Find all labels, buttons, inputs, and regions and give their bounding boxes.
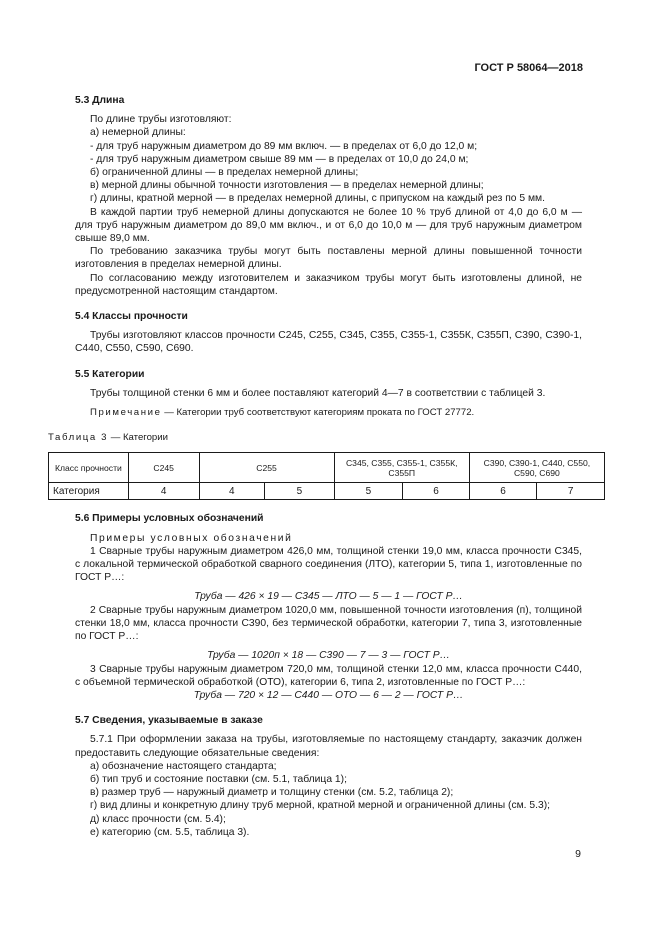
length-item-a: а) немерной длины: [90, 127, 186, 139]
order-item-d: д) класс прочности (см. 5.4); [90, 813, 226, 825]
section-5-4-title: 5.4 Классы прочности [75, 311, 188, 323]
page-number: 9 [575, 848, 581, 860]
categories-note [75, 406, 582, 419]
length-paragraph-3: По согласованию между изготовителем и заказчиком трубы могут быть изготовлены длиной, не предусмотренной настоящим стандартом. [75, 272, 582, 297]
table-row [49, 483, 605, 500]
table-cell: 6 [469, 483, 537, 500]
length-item-v: в) мерной длины обычной точности изготовления — в пределах немерной длины; [90, 180, 484, 192]
length-item-g: г) длины, кратной мерной — в пределах немерной длины, с припуском на каждый рез по 5 мм. [90, 193, 545, 205]
table-row-label: Категория [49, 483, 129, 500]
section-5-7-title: 5.7 Сведения, указываемые в заказе [75, 715, 263, 727]
section-5-6-title: 5.6 Примеры условных обозначений [75, 513, 264, 525]
document-body [48, 94, 591, 839]
table-header-cell: С345, С355, С355-1, С355К, С355П [334, 453, 469, 483]
example-2-text: 2 Сварные трубы наружным диаметром 1020,0 мм, повышенной точности изготовления (п), толщиной стенки 18,0 мм, класса прочности С390, без термической обработки, категории 7, типа 3, изготовленные по ГОСТ Р…: [75, 604, 582, 643]
order-paragraph: 5.7.1 При оформлении заказа на трубы, изготовляемые по настоящему стандарту, заказчик должен предоставить следующие обязательные сведения: [75, 734, 582, 759]
strength-classes-paragraph: Трубы изготовляют классов прочности С245, С255, С345, С355, С355-1, С355К, С355П, С390, С390-1, С440, С550, С590, С690. [75, 330, 582, 355]
standard-header: ГОСТ Р 58064—2018 [474, 62, 583, 74]
table-header-cell: Класс прочности [49, 453, 129, 483]
table-cell: 5 [334, 483, 403, 500]
table-3-title: — Категории [108, 432, 168, 444]
example-1-text: 1 Сварные трубы наружным диаметром 426,0 мм, толщиной стенки 19,0 мм, класса прочности С345, с локальной термической обработкой сварного соединения (ЛТО), категории 5, типа 1, изготовленные по ГОСТ Р…: [75, 545, 582, 584]
note-text: — Категории труб соответствуют категориям проката по ГОСТ 27772. [161, 407, 475, 419]
table-header-cell: С245 [128, 453, 199, 483]
table-header-cell: С255 [199, 453, 334, 483]
order-item-e: е) категорию (см. 5.5, таблица 3). [90, 826, 250, 838]
note-label: Примечание [90, 407, 162, 419]
categories-table [48, 452, 605, 500]
table-header-row [49, 453, 605, 483]
order-item-g: г) вид длины и конкретную длину труб мерной, кратной мерной и ограниченной длины (см. 5.3); [90, 800, 551, 812]
section-5-5-title: 5.5 Категории [75, 368, 145, 380]
examples-subtitle: Примеры условных обозначений [90, 532, 293, 544]
order-item-v: в) размер труб — наружный диаметр и толщину стенки (см. 5.2, таблица 2); [90, 787, 454, 799]
table-3-label: Таблица 3 [48, 432, 109, 444]
order-item-b: б) тип труб и состояние поставки (см. 5.1, таблица 1); [90, 773, 347, 785]
length-intro: По длине трубы изготовляют: [90, 114, 232, 126]
example-3-text: 3 Сварные трубы наружным диаметром 720,0 мм, толщиной стенки 12,0 мм, класса прочности С440, с объемной термической обработкой (ОТО), категории 6, типа 2, изготовленные по ГОСТ Р…: [75, 663, 582, 688]
categories-paragraph: Трубы толщиной стенки 6 мм и более поставляют категорий 4—7 в соответствии с таблицей 3. [90, 387, 546, 399]
table-header-cell: С390, С390-1, С440, С550, С590, С690 [469, 453, 604, 483]
order-item-a: а) обозначение настоящего стандарта; [90, 760, 277, 772]
table-cell: 4 [199, 483, 265, 500]
table-cell: 7 [537, 483, 605, 500]
length-item-a1: - для труб наружным диаметром до 89 мм включ. — в пределах от 6,0 до 12,0 м; [90, 140, 478, 152]
table-cell: 5 [265, 483, 335, 500]
section-5-3-title: 5.3 Длина [75, 95, 125, 106]
table-3-caption [48, 431, 582, 444]
example-2-formula: Труба — 1020п × 18 — С390 — 7 — 3 — ГОСТ Р… [207, 650, 450, 662]
length-item-b: б) ограниченной длины — в пределах немерной длины; [90, 167, 359, 179]
length-paragraph-1: В каждой партии труб немерной длины допускаются не более 10 % труб длиной от 4,0 до 6,0 м — для труб наружным диаметром до 89,0 мм включ., и от 6,0 до 10,0 м — для труб наружным диаметром свыше 89,0 мм. [75, 206, 582, 245]
example-3-formula: Труба — 720 × 12 — С440 — ОТО — 6 — 2 — ГОСТ Р… [193, 689, 464, 701]
table-cell: 6 [403, 483, 470, 500]
example-1-formula: Труба — 426 × 19 — С345 — ЛТО — 5 — 1 — ГОСТ Р… [194, 591, 463, 603]
length-paragraph-2: По требованию заказчика трубы могут быть поставлены мерной длины повышенной точности изготовления в пределах немерной длины. [75, 246, 582, 271]
length-item-a2: - для труб наружным диаметром свыше 89 мм — в пределах от 10,0 до 24,0 м; [90, 153, 469, 165]
table-cell: 4 [128, 483, 199, 500]
